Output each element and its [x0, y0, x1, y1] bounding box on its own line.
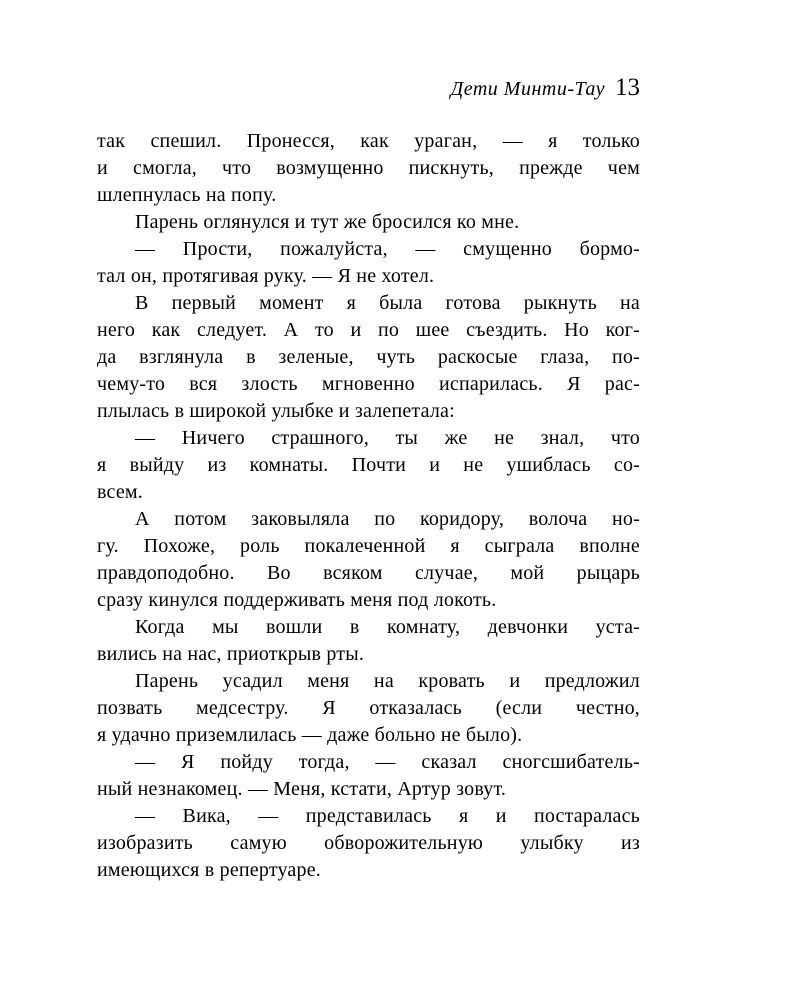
text-line: Когда мы вошли в комнату, девчонки уста- — [135, 616, 640, 638]
text-line: всем. — [97, 481, 143, 503]
text-line: я удачно приземлилась — даже больно не было). — [97, 724, 523, 746]
text-line: правдоподобно. Во всяком случае, мой рыцарь — [97, 562, 640, 584]
paragraph — [97, 290, 640, 425]
text-line: изобразить самую обворожительную улыбку из — [97, 832, 640, 854]
text-line: имеющихся в репертуаре. — [97, 859, 321, 881]
text-line: сразу кинулся поддерживать меня под локоть. — [97, 589, 497, 611]
running-title: Дети Минти-Тау — [450, 78, 605, 100]
paragraph — [97, 209, 640, 236]
paragraph — [97, 803, 640, 884]
text-line: — Ничего страшного, ты же не знал, что — [135, 427, 640, 449]
text-line: да взглянула в зеленые, чуть раскосые глаза, по- — [97, 346, 640, 368]
page-header — [97, 74, 640, 102]
text-line: шлепнулась на попу. — [97, 184, 277, 206]
text-line: тал он, протягивая руку. — Я не хотел. — [97, 265, 435, 287]
text-line: Парень оглянулся и тут же бросился ко мне. — [135, 211, 520, 233]
text-line: так спешил. Пронесся, как ураган, — я только — [97, 130, 640, 152]
text-line: В первый момент я была готова рыкнуть на — [135, 292, 640, 314]
text-line: А потом заковыляла по коридору, волоча но- — [135, 508, 640, 530]
paragraph — [97, 749, 640, 803]
paragraph — [97, 668, 640, 749]
text-line: Парень усадил меня на кровать и предложил — [135, 670, 640, 692]
text-line: — Прости, пожалуйста, — смущенно бормо- — [135, 238, 640, 260]
text-line: чему-то вся злость мгновенно испарилась. Я рас- — [97, 373, 640, 395]
text-line: и смогла, что возмущенно пискнуть, прежде чем — [97, 157, 640, 179]
text-line: — Я пойду тогда, — сказал сногсшибатель- — [135, 751, 640, 773]
paragraph — [97, 506, 640, 614]
paragraph — [97, 425, 640, 506]
text-line: плылась в широкой улыбке и залепетала: — [97, 400, 455, 422]
text-line: позвать медсестру. Я отказалась (если честно, — [97, 697, 640, 719]
paragraph — [97, 128, 640, 209]
text-line: вились на нас, приоткрыв рты. — [97, 643, 365, 665]
page-number: 13 — [615, 74, 640, 101]
text-line: ный незнакомец. — Меня, кстати, Артур зовут. — [97, 778, 507, 800]
paragraph — [97, 236, 640, 290]
text-line: него как следует. А то и по шее съездить. Но ког- — [97, 319, 640, 341]
text-line: — Вика, — представилась я и постаралась — [135, 805, 640, 827]
text-line: гу. Похоже, роль покалеченной я сыграла вполне — [97, 535, 640, 557]
text-block — [97, 128, 640, 884]
paragraph — [97, 614, 640, 668]
text-line: я выйду из комнаты. Почти и не ушиблась со- — [97, 454, 640, 476]
